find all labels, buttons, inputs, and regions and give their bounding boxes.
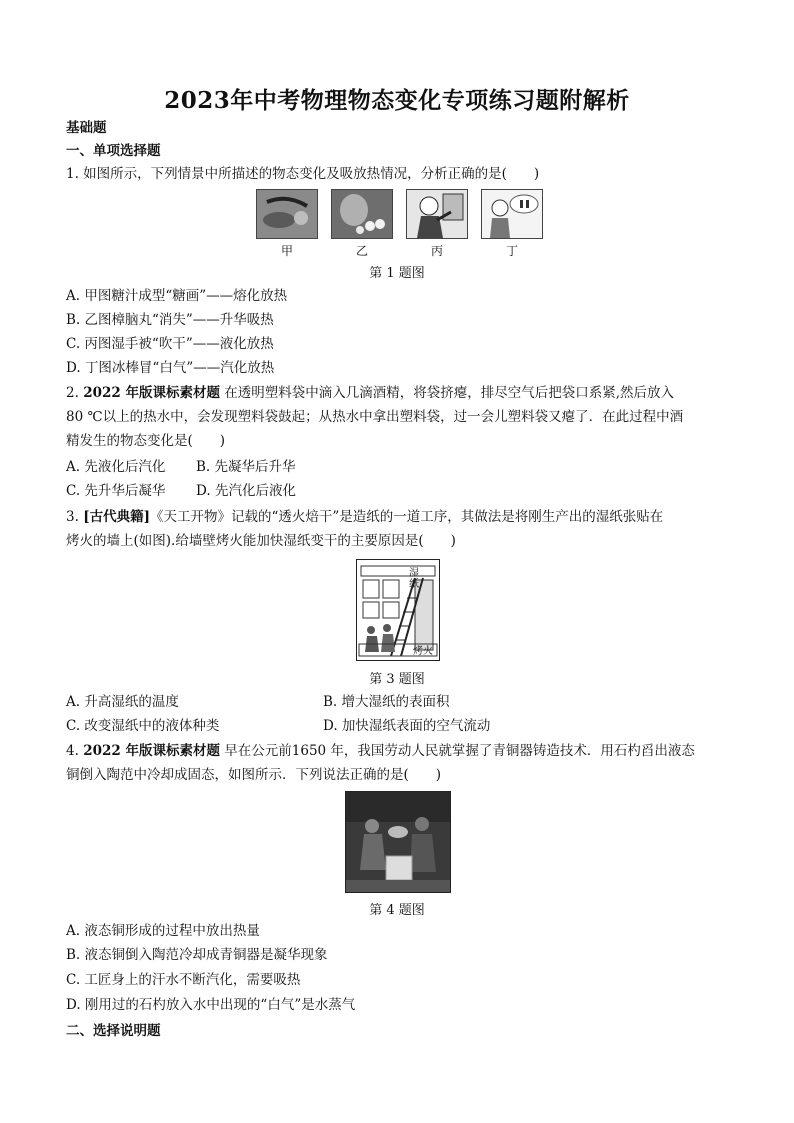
q2-options-row-1 [66, 457, 738, 477]
page-title: 2023年中考物理物态变化专项练习题附解析 [164, 87, 630, 114]
q1-caption: 第 1 题图 [369, 266, 425, 281]
q1-option-b: B. 乙图樟脑丸“消失”——升华吸热 [66, 312, 274, 328]
q4-figure [345, 791, 451, 893]
q4-option-a: A. 液态铜形成的过程中放出热量 [66, 923, 260, 939]
q3-figure [356, 559, 440, 661]
q2-line-2: 80 ℃以上的热水中，会发现塑料袋鼓起；从热水中拿出塑料袋，过一会儿塑料袋又瘪了．在此过程中酒 [66, 409, 684, 425]
q1-stem: 1. 如图所示，下列情景中所描述的物态变化及吸放热情况，分析正确的是( ) [66, 166, 540, 182]
q2-option-d: D. 先汽化后液化 [196, 483, 296, 499]
q1-option-c: C. 丙图湿手被“吹干”——液化放热 [66, 336, 274, 352]
section-single-choice: 一、单项选择题 [66, 143, 161, 159]
q3-option-c: C. 改变湿纸中的液体种类 [66, 718, 220, 734]
q4-tag: 2022 年版课标素材题 [83, 743, 220, 759]
q2-option-a: A. 先液化后汽化 [66, 459, 166, 475]
q2-line-3: 精发生的物态变化是( ) [66, 433, 226, 449]
q3-caption: 第 3 题图 [369, 672, 425, 687]
q1-figure-image-yi [331, 189, 393, 239]
q1-figure-label-jia: 甲 [280, 244, 293, 258]
q3-figure-label-wet-paper: 湿纸 [409, 568, 419, 590]
section-explain-choice: 二、选择说明题 [66, 1023, 161, 1039]
q3-number: 3. [66, 509, 79, 525]
q3-figure-label-fire: 烤火 [413, 646, 433, 657]
q3-line-2: 烤火的墙上(如图).给墙壁烤火能加快湿纸变干的主要原因是( ) [66, 533, 456, 549]
q3-tag: [古代典籍] [83, 509, 150, 525]
q3-option-a: A. 升高湿纸的温度 [66, 694, 179, 710]
q1-figure-label-bing: 丙 [430, 244, 443, 258]
q2-number: 2. [66, 385, 79, 401]
q1-option-d: D. 丁图冰棒冒“白气”——汽化放热 [66, 360, 275, 376]
q4-option-c: C. 工匠身上的汗水不断汽化，需要吸热 [66, 972, 301, 988]
q4-caption: 第 4 题图 [369, 903, 425, 918]
q4-option-d: D. 刚用过的石杓放入水中出现的“白气”是水蒸气 [66, 997, 356, 1013]
q3-line-1 [66, 507, 738, 527]
q3-option-b: B. 增大湿纸的表面积 [323, 694, 450, 710]
q2-text-1: 在透明塑料袋中滴入几滴酒精，将袋挤瘪，排尽空气后把袋口系紧,然后放入 [224, 385, 675, 401]
q1-option-a: A. 甲图糖汁成型“糖画”——熔化放热 [66, 288, 288, 304]
q2-option-c: C. 先升华后凝华 [66, 483, 166, 499]
q4-line-1 [66, 741, 738, 761]
q4-number: 4. [66, 743, 79, 759]
q1-figure-image-jia [256, 189, 318, 239]
q3-option-d: D. 加快湿纸表面的空气流动 [323, 718, 491, 734]
q2-options-row-2 [66, 481, 738, 501]
section-basic: 基础题 [66, 120, 107, 136]
q1-figure-label-ding: 丁 [505, 244, 518, 258]
q4-line-2: 铜倒入陶范中冷却成固态，如图所示．下列说法正确的是( ) [66, 767, 442, 783]
q1-figure-image-ding [481, 189, 543, 239]
q4-text-1: 早在公元前1650 年，我国劳动人民就掌握了青铜器铸造技术．用石杓舀出液态 [224, 743, 695, 759]
q3-text-1: 《天工开物》记载的“透火焙干”是造纸的一道工序，其做法是将刚生产出的湿纸张贴在 [149, 509, 664, 525]
q1-figure-image-bing [406, 189, 468, 239]
q2-tag: 2022 年版课标素材题 [83, 385, 220, 401]
q1-figure-label-yi: 乙 [355, 244, 368, 258]
q2-line-1 [66, 383, 738, 403]
q2-option-b: B. 先凝华后升华 [195, 459, 296, 475]
q4-option-b: B. 液态铜倒入陶范冷却成青铜器是凝华现象 [66, 947, 328, 963]
